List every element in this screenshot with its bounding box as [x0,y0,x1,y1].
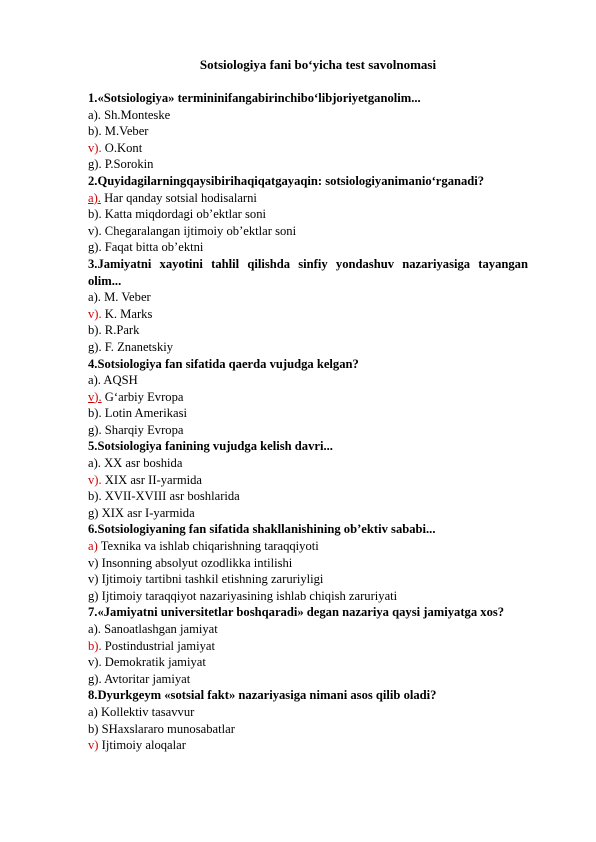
question-block [88,256,528,356]
answer-option [88,372,528,389]
option-marker: g). [88,671,102,686]
option-marker: g) [88,505,99,520]
option-marker: a) [88,704,98,719]
option-marker: a). [88,107,101,122]
option-text: Postindustrial jamiyat [101,638,215,653]
option-text: Lotin Amerikasi [101,406,187,421]
option-text: Ijtimoiy taraqqiyot nazariyasining ishlab chiqish zaruriyati [98,588,398,603]
option-marker: a). [88,190,101,205]
answer-option [88,588,528,605]
answer-option [88,223,528,240]
answer-option [88,156,528,173]
option-text: Sh.Monteske [100,107,171,122]
option-marker: v) [88,572,99,587]
answer-option [88,289,528,306]
option-marker: a). [88,456,101,471]
option-text: Faqat bitta ob’ektni [101,240,204,255]
question-text: 7.«Jamiyatni universitetlar boshqaradi» degan nazariya qaysi jamiyatga xos? [88,605,505,620]
answer-option [88,621,528,638]
option-text: R.Park [101,323,140,338]
option-text: F. Znanetskiy [101,339,174,354]
option-marker: a) [88,539,98,554]
option-marker: g). [88,422,102,437]
question-block [88,604,528,687]
option-text: Kollektiv tasavvur [97,704,195,719]
question-block [88,687,528,753]
option-marker: v) [88,555,99,570]
answer-option [88,455,528,472]
option-marker: a). [88,622,101,636]
answer-option [88,123,528,140]
option-text: Ijtimoiy tartibni tashkil etishning zaruriyligi [98,572,324,587]
option-marker: a). [88,373,101,388]
option-marker: g) [88,588,99,603]
option-text: XIX asr I-yarmida [98,505,195,520]
option-marker: b). [88,207,102,222]
answer-option [88,190,528,207]
answer-option [88,571,528,588]
option-text: Sharqiy Evropa [101,422,184,437]
question-block [88,173,528,256]
answer-option [88,638,528,655]
option-text: O.Kont [101,140,143,155]
question-text: 5.Sotsiologiya fanining vujudga kelish davri... [88,439,333,454]
option-marker: v). [88,140,102,155]
answer-option [88,721,528,738]
answer-option [88,671,528,688]
answer-option [88,206,528,223]
option-text: Chegaralangan ijtimoiy ob’ektlar soni [101,223,297,238]
answer-option [88,505,528,522]
option-marker: v) [88,738,99,753]
answer-option [88,389,528,406]
option-text: XVII-XVIII asr boshlarida [101,489,240,504]
option-text: Texnika va ishlab chiqarishning taraqqiyoti [97,539,319,554]
option-marker: v). [88,389,102,404]
answer-option [88,422,528,439]
question-list [88,90,528,754]
option-text: Insonning absolyut ozodlikka intilishi [98,555,293,570]
option-text: Har qanday sotsial hodisalarni [100,190,257,205]
question-text: 6.Sotsiologiyaning fan sifatida shakllanishining ob’ektiv sababi... [88,522,436,537]
option-text: Sanoatlashgan jamiyat [100,622,218,636]
answer-option [88,737,528,754]
option-text: Katta miqdordagi ob’ektlar soni [101,207,267,222]
answer-option [88,306,528,323]
option-text: P.Sorokin [101,157,154,172]
option-marker: b). [88,323,102,338]
option-text: XIX asr II-yarmida [101,472,202,487]
option-text: AQSH [100,373,138,388]
question-text: 4.Sotsiologiya fan sifatida qaerda vujudga kelgan? [88,356,359,371]
option-marker: v). [88,306,102,321]
option-text: M. Veber [100,290,151,305]
option-marker: g). [88,240,102,255]
answer-option [88,654,528,671]
option-text: Ijtimoiy aloqalar [98,738,186,753]
question-block [88,521,528,604]
option-text: K. Marks [101,306,153,321]
answer-option [88,107,528,124]
answer-option [88,555,528,572]
option-text: SHaxslararo munosabatlar [98,721,235,736]
answer-option [88,140,528,157]
document-title: Sotsiologiya fani bo‘yicha test savolnomasi [199,57,437,72]
question-text: 3.Jamiyatni xayotini tahlil qilishda sinfiy yondashuv nazariyasiga tayangan olim... [88,256,528,288]
answer-option [88,339,528,356]
answer-option [88,239,528,256]
option-marker: v). [88,472,102,487]
option-marker: b). [88,638,102,653]
question-text: 8.Dyurkgeym «sotsial fakt» nazariyasiga nimani asos qilib oladi? [88,688,437,703]
answer-option [88,472,528,489]
answer-option [88,488,528,505]
answer-option [88,704,528,721]
answer-option [88,538,528,555]
option-text: M.Veber [101,124,149,139]
question-block [88,90,528,173]
question-block [88,356,528,439]
question-text: 1.«Sotsiologiya» termininifangabirinchibo‘libjoriyetganolim... [88,91,421,105]
option-marker: b). [88,406,102,421]
option-marker: b). [88,124,102,139]
option-marker: g). [88,339,102,354]
option-text: G‘arbiy Evropa [101,389,184,404]
option-text: XX asr boshida [100,456,183,471]
answer-option [88,322,528,339]
option-text: Avtoritar jamiyat [101,671,191,686]
option-marker: b). [88,489,102,504]
option-marker: v). [88,223,102,238]
question-block [88,438,528,521]
question-text: 2.Quyidagilarningqaysibirihaqiqatgayaqin: sotsiologiyanimanio‘rganadi? [88,173,485,188]
option-marker: v). [88,655,102,670]
answer-option [88,405,528,422]
option-text: Demokratik jamiyat [101,655,206,670]
option-marker: a). [88,290,101,305]
option-marker: b) [88,721,99,736]
option-marker: g). [88,157,102,172]
